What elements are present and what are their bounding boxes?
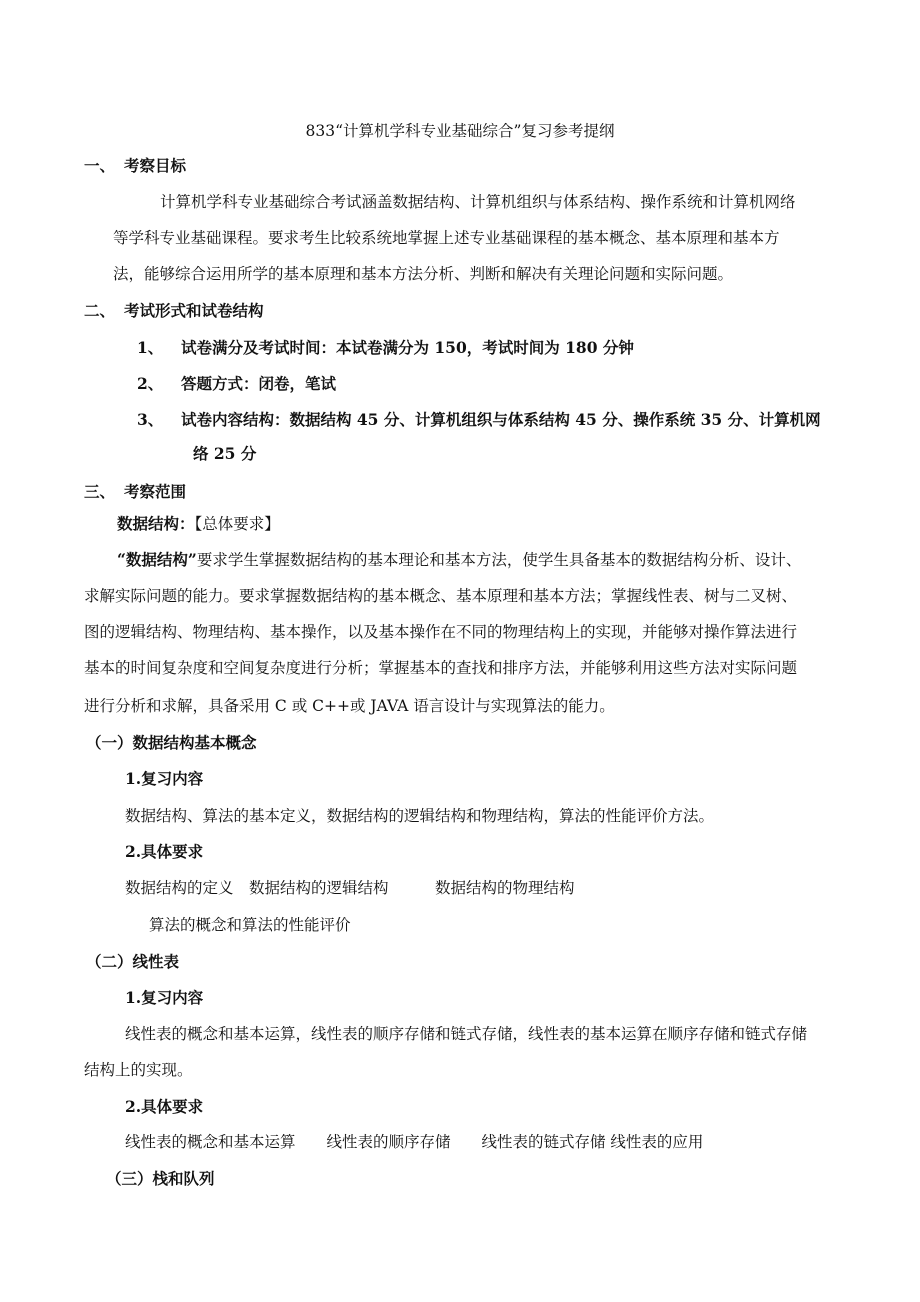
list-item: 试卷满分及考试时间：本试卷满分为 150，考试时间为 180 分钟: [181, 338, 634, 357]
section-2-heading: 考试形式和试卷结构: [124, 301, 264, 320]
subsection-heading: （三）栈和队列: [106, 1169, 215, 1188]
subsection-heading: （二）线性表: [86, 952, 180, 971]
section-2-number: 二、: [84, 301, 116, 320]
ds-requirement-label: [117, 514, 280, 534]
paragraph-line: 线性表的概念和基本运算 线性表的顺序存储 线性表的链式存储 线性表的应用: [125, 1133, 704, 1151]
paragraph-line: 基本的时间复杂度和空间复杂度进行分析；掌握基本的查找和排序方法，并能够利用这些方法对实际问题: [84, 659, 798, 677]
list-item: 答题方式：闭卷，笔试: [181, 374, 337, 393]
paragraph-line: 图的逻辑结构、物理结构、基本操作，以及基本操作在不同的物理结构上的实现，并能够对操作算法进行: [84, 623, 798, 641]
paragraph-line: 计算机学科专业基础综合考试涵盖数据结构、计算机组织与体系结构、操作系统和计算机网络: [160, 193, 796, 211]
section-1-number: 一、: [84, 156, 116, 175]
list-item-continuation: 络 25 分: [193, 444, 257, 463]
paragraph-line: 数据结构的定义 数据结构的逻辑结构 数据结构的物理结构: [125, 879, 575, 897]
paragraph-line: 等学科专业基础课程。要求考生比较系统地掌握上述专业基础课程的基本概念、基本原理和基本方: [113, 229, 780, 247]
requirement-label: 2.具体要求: [125, 842, 204, 861]
paragraph-line: 进行分析和求解，具备采用 C 或 C++或 JAVA 语言设计与实现算法的能力。: [84, 697, 615, 715]
ds-req: 【总体要求】: [194, 515, 280, 533]
review-label: 1.复习内容: [125, 988, 204, 1007]
paragraph-line: [117, 550, 801, 570]
paragraph-line: 数据结构、算法的基本定义，数据结构的逻辑结构和物理结构，算法的性能评价方法。: [125, 807, 715, 825]
intro-text: 要求学生掌握数据结构的基本理论和基本方法，使学生具备基本的数据结构分析、设计、: [196, 551, 802, 569]
intro-bold: “数据结构”: [117, 550, 197, 569]
section-3-number: 三、: [84, 482, 116, 501]
section-1-heading: 考察目标: [124, 156, 187, 175]
document-title: 833“计算机学科专业基础综合”复习参考提纲: [305, 122, 615, 140]
list-item-number: 1、: [137, 338, 164, 357]
subsection-heading: （一）数据结构基本概念: [86, 733, 257, 752]
list-item-number: 3、: [137, 410, 164, 429]
paragraph-line: 法，能够综合运用所学的基本原理和基本方法分析、判断和解决有关理论问题和实际问题。: [113, 265, 734, 283]
paragraph-line: 求解实际问题的能力。要求掌握数据结构的基本概念、基本原理和基本方法；掌握线性表、树与二叉树、: [84, 587, 798, 605]
list-item: 试卷内容结构：数据结构 45 分、计算机组织与体系结构 45 分、操作系统 35 分、计算机网: [181, 410, 821, 429]
paragraph-line: 算法的概念和算法的性能评价: [149, 916, 351, 934]
ds-label: 数据结构：: [117, 514, 195, 533]
paragraph-line: 结构上的实现。: [84, 1061, 193, 1079]
list-item-number: 2、: [137, 374, 164, 393]
paragraph-line: 线性表的概念和基本运算，线性表的顺序存储和链式存储，线性表的基本运算在顺序存储和链式存储: [125, 1025, 808, 1043]
review-label: 1.复习内容: [125, 769, 204, 788]
requirement-label: 2.具体要求: [125, 1097, 204, 1116]
section-3-heading: 考察范围: [124, 482, 187, 501]
